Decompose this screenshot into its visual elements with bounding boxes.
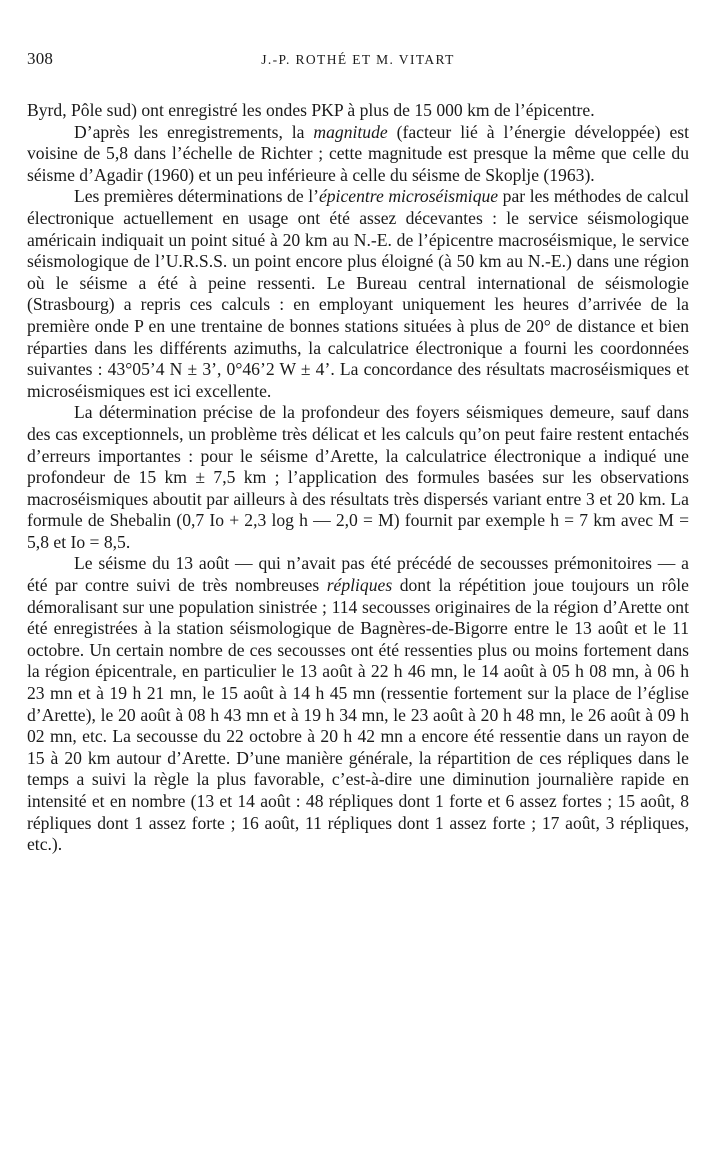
text-run: dont la répétition joue toujours un rôle démoralisant sur une population sinistrée ; 114 secousses originaires de la région d’Arette ont été enregistrées à la station séismologique de Bagnères-de-Bigorre entre le 13 août et le 11 octobre. Un certain nombre de ces secousses ont été ressenties plus ou moins fortement dans la région épicentrale, en particulier le 13 août à 22 h 46 mn, le 14 août à 05 h 08 mn, à 06 h 23 mn et à 19 h 21 mn, le 15 août à 14 h 45 mn (ressentie fortement sur la place de l’église d’Arette), le 20 août à 08 h 43 mn et à 19 h 34 mn, le 23 août à 20 h 48 mn, le 26 août à 09 h 02 mn, etc. La secousse du 22 octobre à 20 h 42 mn a encore été ressentie dans un rayon de 15 à 20 km autour d’Arette. D’une manière générale, la répartition de ces répliques dans le temps a suivi la règle la plus favorable, c’est-à-dire une diminution journalière rapide en intensité et en nombre (13 et 14 août : 48 répliques dont 1 forte et 6 assez fortes ; 15 août, 8 répliques dont 1 assez forte ; 16 août, 11 répliques dont 1 assez forte ; 17 août, 3 répliques, etc.). [27,575,689,855]
italic-term: répliques [326,575,393,596]
text-run: par les méthodes de calcul électronique actuellement en usage ont été assez décevantes : le service séismologique américain indiquait un point situé à 20 km au N.-E. de l’épicentre macroséismique, le service séismologique de l’U.R.S.S. un point encore plus éloigné (à 50 km au N.-E.) dans une région où le séisme a été à peine ressenti. Le Bureau central international de séismologie (Strasbourg) a repris ces calculs : en employant uniquement les heures d’arrivée de la première onde P en une trentaine de bonnes stations situées à plus de 20° de distance et bien réparties dans les différents azimuths, la calculatrice électronique a fourni les coordonnées suivantes : 43°05’4 N ± 3’, 0°46’2 W ± 4’. La concordance des résultats macroséismiques et microséismiques est ici excellente. [27,186,689,401]
text-run: (facteur lié à l’énergie développée) est voisine de 5,8 dans l’échelle de Richter ; cette magnitude est presque la même que celle du séisme d’Agadir (1960) et un peu inférieure à celle du séisme de Skoplje (1963). [27,121,689,185]
text-run: Byrd, Pôle sud) ont enregistré les ondes PKP à plus de 15 000 km de l’épicentre. [27,100,595,120]
text-run: Le séisme du 13 août — qui n’avait pas été précédé de secousses prémonitoires — a été par contre suivi de très nombreuses [27,553,689,596]
paragraph [27,122,689,187]
text-run: Les premières déterminations de l’ [74,186,319,207]
page-header [27,0,689,100]
paragraph [27,402,689,553]
paragraph [27,186,689,402]
running-head: J.-P. ROTHÉ ET M. VITART [261,52,455,67]
page-number: 308 [27,49,54,68]
body-text [27,100,689,856]
paragraph [27,553,689,855]
paragraph [27,100,689,122]
text-run: D’après les enregistrements, la [74,121,314,142]
document-page [27,0,689,856]
text-run: La détermination précise de la profondeur des foyers séismiques demeure, sauf dans des cas exceptionnels, un problème très délicat et les calculs qu’on peut faire restent entachés d’erreurs importantes : pour le séisme d’Arette, la calculatrice électronique a indiqué une profondeur de 15 km ± 7,5 km ; l’application des formules basées sur les observations macroséismiques aboutit par ailleurs à des résultats très dispersés variant entre 3 et 20 km. La formule de Shebalin (0,7 Io + 2,3 log h — 2,0 = M) fournit par exemple h = 7 km avec M = 5,8 et Io = 8,5. [27,402,689,552]
italic-term: magnitude [313,121,388,142]
italic-term: épicentre microséismique [318,186,499,207]
